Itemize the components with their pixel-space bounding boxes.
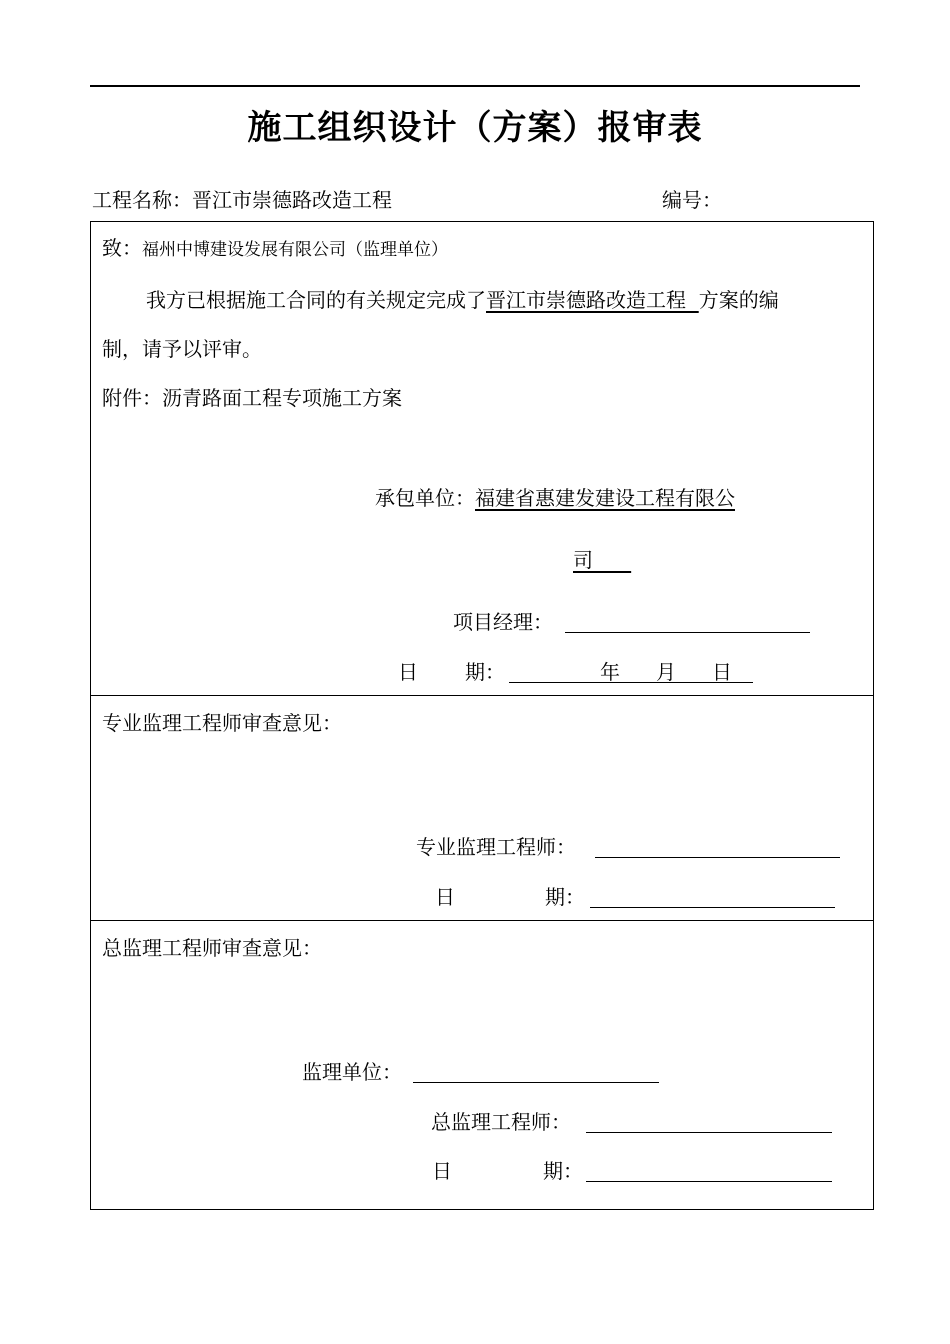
chief-engineer-signature-line bbox=[586, 1132, 832, 1133]
project-name-row bbox=[92, 184, 392, 213]
submission-date-month: 月 bbox=[656, 660, 676, 684]
chief-date-label-2: 期： bbox=[543, 1159, 583, 1183]
statement-suffix: 方案的编 bbox=[698, 288, 779, 312]
submission-date-label-2: 期： bbox=[465, 660, 505, 684]
project-name-value: 晋江市崇德路改造工程 bbox=[192, 188, 392, 212]
statement-prefix: 我方已根据施工合同的有关规定完成了 bbox=[146, 288, 486, 312]
manager-signature-line bbox=[565, 632, 810, 633]
statement-line-2: 制，请予以评审。 bbox=[102, 337, 262, 361]
engineer-label: 专业监理工程师： bbox=[416, 835, 576, 859]
chief-date-line bbox=[586, 1181, 832, 1182]
page-title: 施工组织设计（方案）报审表 bbox=[247, 108, 703, 148]
number-label: 编号： bbox=[662, 188, 722, 212]
supervision-unit-label: 监理单位： bbox=[302, 1060, 402, 1084]
contractor-label: 承包单位： bbox=[375, 486, 475, 510]
engineer-date-label-2: 期： bbox=[545, 885, 585, 909]
engineer-review-heading: 专业监理工程师审查意见： bbox=[102, 711, 342, 735]
submission-date-label-1: 日 bbox=[398, 660, 418, 684]
project-name-label: 工程名称： bbox=[92, 188, 192, 212]
supervision-unit-line bbox=[413, 1082, 659, 1083]
engineer-date-line bbox=[590, 907, 835, 908]
engineer-date-label-1: 日 bbox=[435, 885, 455, 909]
attachment-line: 附件：沥青路面工程专项施工方案 bbox=[102, 386, 402, 410]
engineer-signature-line bbox=[595, 857, 840, 858]
contractor-value-2: 司 bbox=[573, 548, 593, 572]
addressee-row bbox=[102, 238, 448, 259]
addressee-label: 致： bbox=[102, 236, 142, 260]
addressee-value: 福州中博建设发展有限公司（监理单位） bbox=[142, 240, 448, 260]
chief-date-label-1: 日 bbox=[432, 1159, 452, 1183]
submission-date-day: 日 bbox=[712, 660, 732, 684]
manager-label: 项目经理： bbox=[453, 610, 553, 634]
contractor-value-1: 福建省惠建发建设工程有限公 bbox=[475, 486, 735, 510]
chief-engineer-label: 总监理工程师： bbox=[431, 1110, 571, 1134]
contractor-row bbox=[375, 488, 735, 508]
top-rule bbox=[90, 85, 860, 87]
statement-project: 晋江市崇德路改造工程 bbox=[486, 288, 686, 312]
submission-date-year: 年 bbox=[600, 660, 620, 684]
chief-review-heading: 总监理工程师审查意见： bbox=[102, 936, 322, 960]
statement-line-1 bbox=[146, 290, 779, 310]
chief-review-section bbox=[90, 920, 874, 1210]
contractor-value-continued bbox=[573, 550, 631, 570]
